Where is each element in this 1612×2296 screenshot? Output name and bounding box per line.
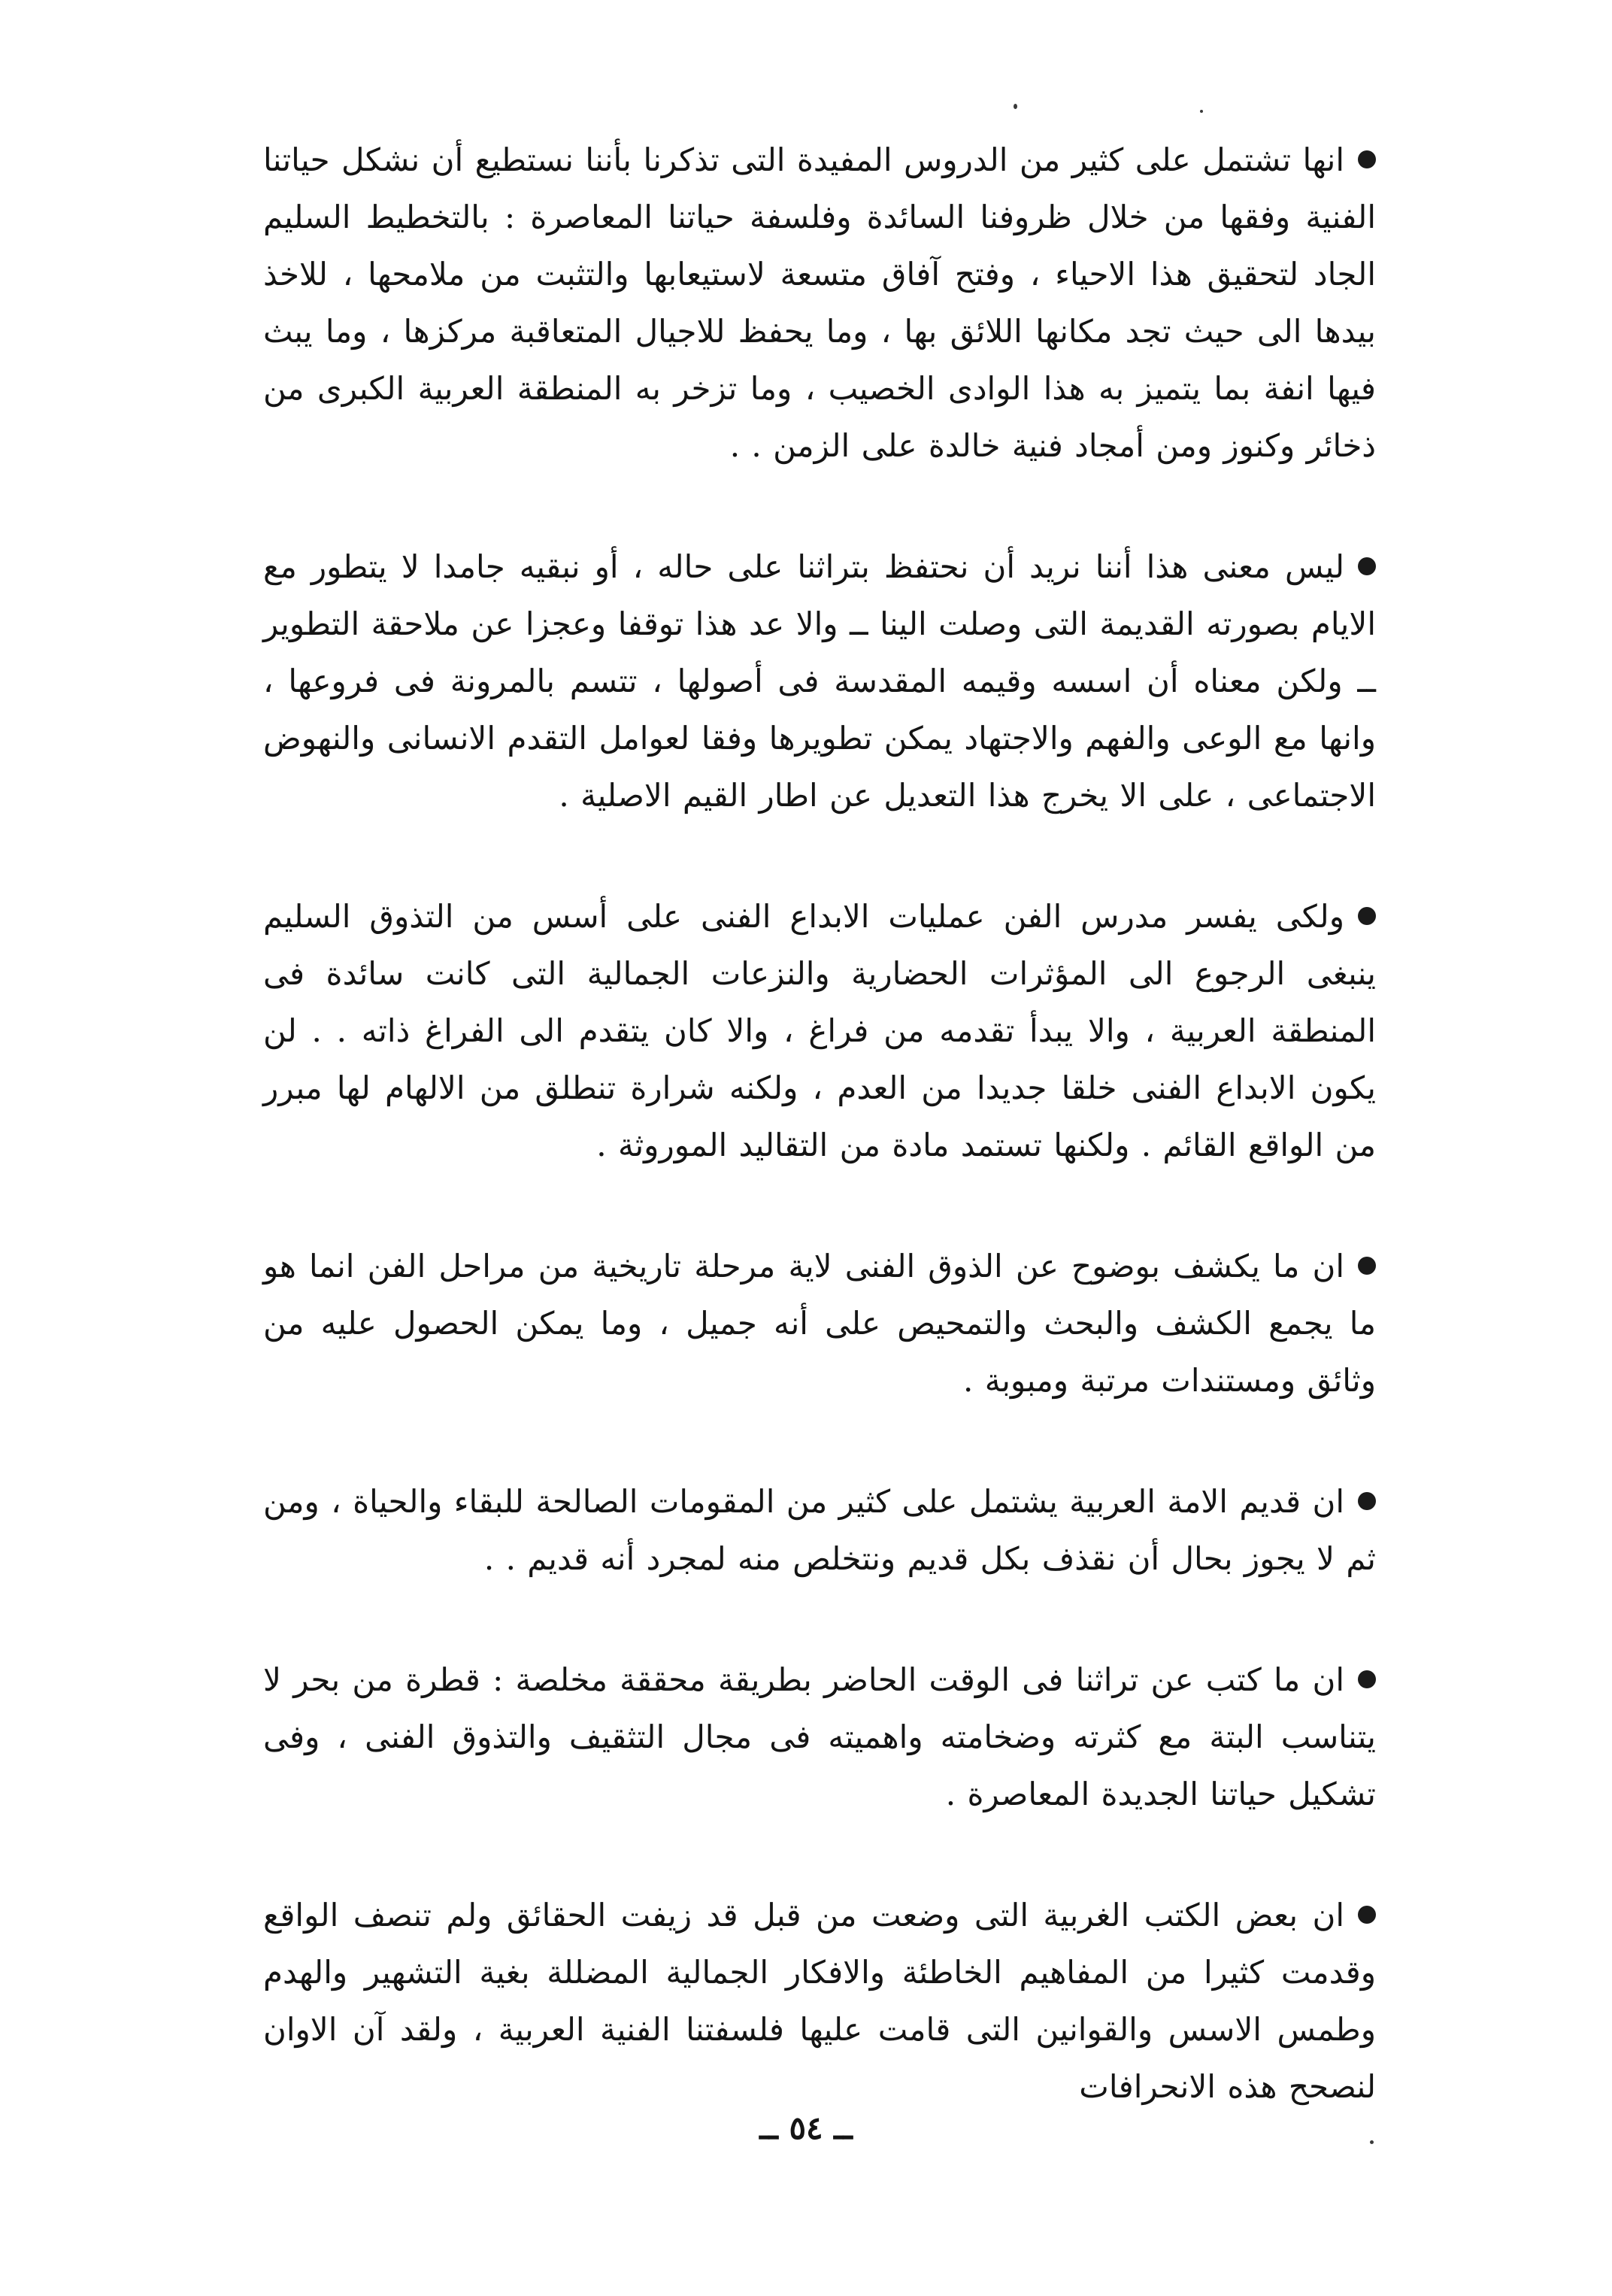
bullet-icon — [1358, 907, 1376, 925]
bullet-icon — [1358, 1257, 1376, 1275]
paragraph — [263, 132, 1376, 475]
paragraph — [263, 1473, 1376, 1588]
paragraph — [263, 888, 1376, 1174]
bullet-icon — [1358, 150, 1376, 168]
paragraph-text: ولكى يفسر مدرس الفن عمليات الابداع الفنى على أسس من التذوق السليم ينبغى الرجوع الى المؤثرات الحضارية والنزعات الجمالية التى كانت سائدة فى المنطقة العربية ، والا يبدأ تقدمه من فراغ ، والا كان يتقدم الى الفراغ ذاته . . لن يكون الابداع الفنى خلقا جديدا من العدم ، ولكنه شرارة تنطلق من الالهام لها مبرر من الواقع القائم . ولكنها تستمد مادة من التقاليد الموروثة . — [263, 898, 1376, 1163]
scan-speck — [1200, 110, 1203, 113]
body-text — [263, 132, 1376, 2116]
bullet-icon — [1358, 1906, 1376, 1924]
paragraph-text: ان ما كتب عن تراثنا فى الوقت الحاضر بطريقة محققة مخلصة : قطرة من بحر لا يتناسب البتة مع كثرته وضخامته واهميته فى مجال التثقيف والتذوق الفنى ، وفى تشكيل حياتنا الجديدة المعاصرة . — [263, 1661, 1376, 1812]
paragraph — [263, 1887, 1376, 2116]
page-number: ــ ٥٤ ــ — [759, 2109, 853, 2146]
paragraph-text: ان بعض الكتب الغربية التى وضعت من قبل قد زيفت الحقائق ولم تنصف الواقع وقدمت كثيرا من المفاهيم الخاطئة والافكار الجمالية المضللة بغية التشهير والهدم وطمس الاسس والقوانين التى قامت عليها فلسفتنا الفنية العربية ، ولقد آن الاوان لنصحح هذه الانحرافات — [263, 1897, 1376, 2105]
paragraph-text: ليس معنى هذا أننا نريد أن نحتفظ بتراثنا على حاله ، أو نبقيه جامدا لا يتطور مع الايام بصورته القديمة التى وصلت الينا ــ والا عد هذا توقفا وعجزا عن ملاحقة التطوير ــ ولكن معناه أن اسسه وقيمه المقدسة فى أصولها ، تتسم بالمرونة فى فروعها ، وانها مع الوعى والفهم والاجتهاد يمكن تطويرها وفقا لعوامل التقدم الانسانى والنهوض الاجتماعى ، على الا يخرج هذا التعديل عن اطار القيم الاصلية . — [263, 548, 1376, 814]
bullet-icon — [1358, 557, 1376, 575]
paragraph-text: ان ما يكشف بوضوح عن الذوق الفنى لاية مرحلة تاريخية من مراحل الفن انما هو ما يجمع الكشف والبحث والتمحيص على أنه جميل ، وما يمكن الحصول عليه من وثائق ومستندات مرتبة ومبوبة . — [263, 1248, 1376, 1399]
paragraph-text: ان قديم الامة العربية يشتمل على كثير من المقومات الصالحة للبقاء والحياة ، ومن ثم لا يجوز بحال أن نقذف بكل قديم ونتخلص منه لمجرد أنه قديم . . — [263, 1483, 1376, 1577]
paragraph — [263, 1238, 1376, 1409]
paragraph-text: انها تشتمل على كثير من الدروس المفيدة التى تذكرنا بأننا نستطيع أن نشكل حياتنا الفنية وفقها من خلال ظروفنا السائدة وفلسفة حياتنا المعاصرة : بالتخطيط السليم الجاد لتحقيق هذا الاحياء ، وفتح آفاق متسعة لاستيعابها والتثبت من ملامحها ، للاخذ بيدها الى حيث تجد مكانها اللائق بها ، وما يحفظ للاجيال المتعاقبة مركزها ، وما يبث فيها انفة بما يتميز به هذا الوادى الخصيب ، وما تزخر به المنطقة العربية الكبرى من ذخائر وكنوز ومن أمجاد فنية خالدة على الزمن . . — [263, 141, 1376, 464]
bullet-icon — [1358, 1670, 1376, 1688]
paragraph — [263, 1651, 1376, 1823]
bullet-icon — [1358, 1492, 1376, 1510]
scan-speck — [1014, 104, 1017, 109]
paragraph — [263, 538, 1376, 824]
